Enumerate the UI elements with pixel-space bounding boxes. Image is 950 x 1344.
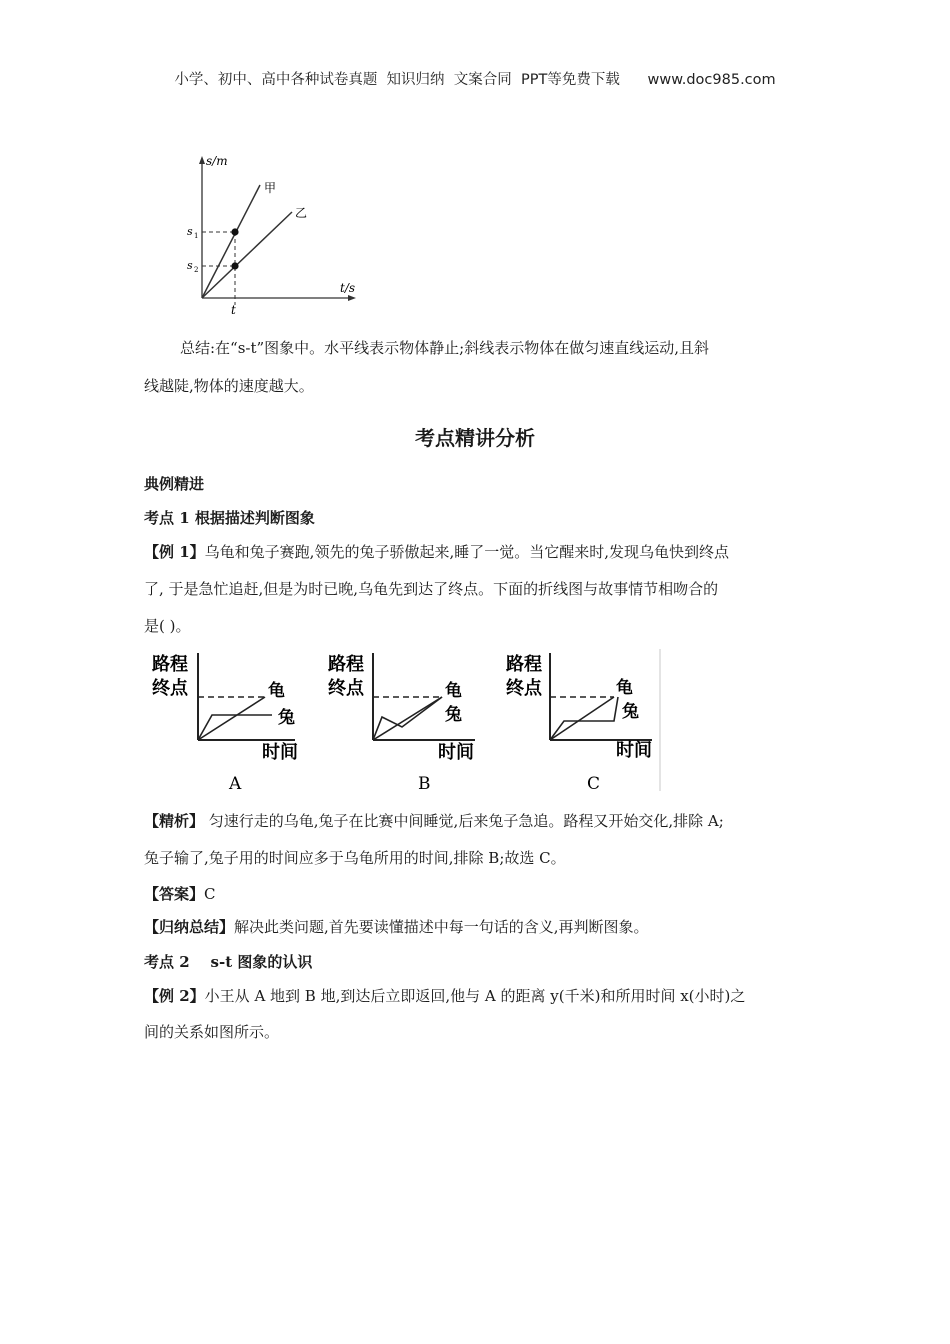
example2-line-2: 间的关系如图所示。: [144, 1023, 280, 1041]
s1-label: s: [187, 225, 193, 238]
example1-line-2: 了, 于是急忙追赶,但是为时已晚,乌龟先到达了终点。下面的折线图与故事情节相吻合的: [144, 580, 719, 598]
x-axis-arrow: [348, 295, 356, 301]
option-b-letter[interactable]: B: [418, 774, 431, 794]
option-c-letter[interactable]: C: [587, 774, 601, 794]
summary-line-2: 线越陡,物体的速度越大。: [144, 377, 314, 395]
option-c-y-label-bottom: 终点: [506, 678, 542, 699]
analysis-tag: 【精析】: [144, 812, 205, 830]
summary2-text: 解决此类问题,首先要读懂描述中每一句话的含义,再判断图象。: [234, 918, 649, 936]
option-c-y-label-top: 路程: [506, 654, 542, 675]
line-yi-label: 乙: [295, 206, 308, 220]
line-yi: [202, 212, 292, 298]
option-a-rabbit-label: 兔: [278, 708, 295, 728]
option-a-turtle-label: 龟: [268, 681, 285, 701]
x-axis-label: t/s: [340, 281, 356, 295]
option-a-turtle-line: [198, 697, 265, 740]
answer-value: C: [204, 885, 216, 903]
point1-heading: 考点 1 根据描述判断图象: [144, 509, 315, 527]
option-c-turtle-line: [550, 697, 614, 740]
option-b-y-label-bottom: 终点: [328, 678, 364, 699]
s2-label: s: [187, 259, 193, 272]
line-jia-label: 甲: [264, 181, 277, 195]
option-a-y-label-bottom: 终点: [152, 678, 188, 699]
page-header: [0, 68, 950, 89]
option-c-graph: [506, 649, 660, 794]
option-a-y-label-top: 路程: [152, 654, 188, 675]
answer-tag: 【答案】: [144, 885, 205, 903]
line-jia: [202, 185, 260, 298]
example2-line-1: [144, 986, 745, 1006]
s1-sub: 1: [194, 232, 199, 240]
header-text: 小学、初中、高中各种试卷真题 知识归纳 文案合同 PPT等免费下载: [174, 72, 620, 88]
st-graph: [180, 150, 380, 320]
option-c-x-label: 时间: [616, 740, 652, 761]
section-title: 考点精讲分析: [415, 426, 535, 450]
answer-line: [144, 884, 216, 904]
summary2-line: [144, 917, 649, 937]
analysis-text-1: 匀速行走的乌龟,兔子在比赛中间睡觉,后来兔子急追。路程又开始交化,排除 A;: [204, 812, 724, 830]
option-b-x-label: 时间: [438, 742, 474, 763]
example1-line-3: 是( )。: [144, 617, 191, 635]
example2-text-1: 小王从 A 地到 B 地,到达后立即返回,他与 A 的距离 y(千米)和所用时间 x(小时)之: [204, 987, 746, 1005]
option-b-rabbit-label: 兔: [445, 705, 462, 725]
subheading-examples: 典例精进: [144, 475, 205, 493]
analysis-line-1: [144, 811, 724, 831]
point2-heading: 考点 2 s-t 图象的认识: [144, 953, 313, 971]
point-jia: [231, 228, 238, 235]
example1-text-1: 乌龟和兔子赛跑,领先的兔子骄傲起来,睡了一觉。当它醒来时,发现乌龟快到终点: [204, 543, 729, 561]
option-b-graph: [328, 653, 475, 794]
s2-sub: 2: [194, 266, 199, 274]
analysis-line-2: 兔子输了,兔子用的时间应多于乌龟所用的时间,排除 B;故选 C。: [144, 849, 566, 867]
header-url[interactable]: www.doc985.com: [647, 72, 776, 88]
example1-line-1: [144, 542, 729, 562]
t-label: t: [231, 303, 236, 317]
option-a-x-label: 时间: [262, 742, 298, 763]
example2-tag: 【例 2】: [144, 987, 205, 1005]
option-c-rabbit-label: 兔: [622, 702, 639, 722]
option-c-turtle-label: 龟: [616, 678, 633, 698]
y-axis-arrow: [199, 156, 205, 164]
options-graphs: [140, 645, 670, 800]
option-a-letter[interactable]: A: [229, 774, 242, 794]
summary-line-1: 总结:在“s-t”图象中。水平线表示物体静止;斜线表示物体在做匀速直线运动,且斜: [180, 339, 710, 357]
option-a-rabbit-line: [198, 715, 272, 740]
option-a-graph: [152, 653, 298, 794]
y-axis-label: s/m: [206, 154, 228, 168]
option-b-turtle-label: 龟: [445, 681, 462, 701]
option-b-y-label-top: 路程: [328, 654, 364, 675]
example1-tag: 【例 1】: [144, 543, 205, 561]
summary2-tag: 【归纳总结】: [144, 918, 235, 936]
point-yi: [231, 262, 238, 269]
